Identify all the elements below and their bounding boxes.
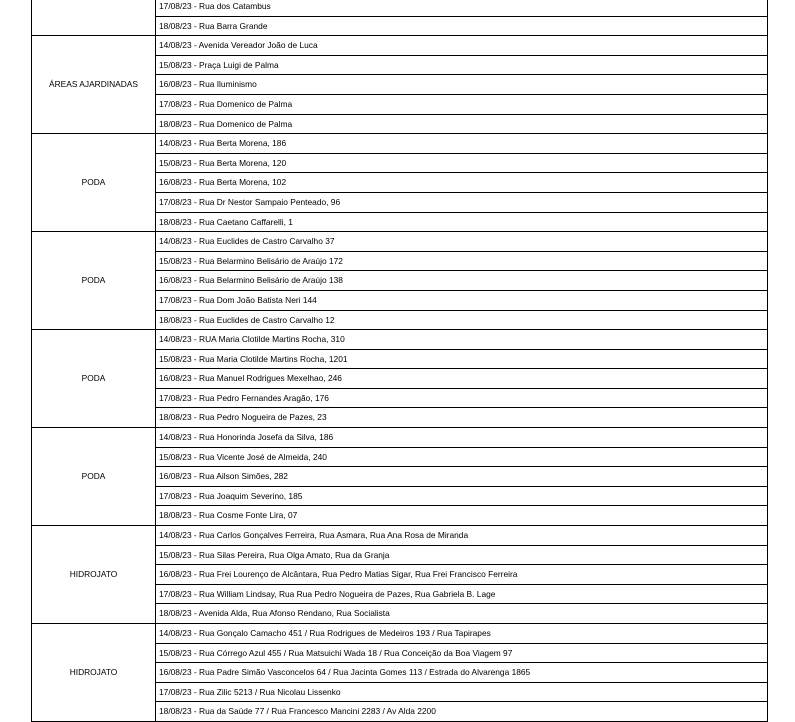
table-row xyxy=(32,428,768,448)
schedule-entry-cell: 14/08/23 - Rua Gonçalo Camacho 451 / Rua Rodrigues de Medeiros 193 / Rua Tapirapes xyxy=(156,624,768,644)
schedule-entry-cell: 17/08/23 - Rua Dom João Batista Neri 144 xyxy=(156,290,768,310)
schedule-entry-cell: 14/08/23 - Rua Carlos Gonçalves Ferreira, Rua Asmara, Rua Ana Rosa de Miranda xyxy=(156,526,768,546)
category-cell: HIDROJATO xyxy=(32,526,156,624)
schedule-entry-cell: 16/08/23 - Rua Berta Morena, 102 xyxy=(156,173,768,193)
table-row xyxy=(32,330,768,350)
category-cell: ÁREAS AJARDINADAS xyxy=(32,36,156,134)
schedule-entry-cell: 18/08/23 - Rua da Saúde 77 / Rua Francesco Mancini 2283 / Av Alda 2200 xyxy=(156,702,768,722)
schedule-entry-cell: 17/08/23 - Rua William Lindsay, Rua Rua Pedro Nogueira de Pazes, Rua Gabriela B. Lage xyxy=(156,584,768,604)
schedule-entry-cell: 16/08/23 - Rua Frei Lourenço de Alcântara, Rua Pedro Matias Sigar, Rua Frei Francisco Ferreira xyxy=(156,565,768,585)
schedule-entry-cell: 15/08/23 - Rua Berta Morena, 120 xyxy=(156,153,768,173)
schedule-entry-cell: 17/08/23 - Rua dos Catambus xyxy=(156,0,768,16)
schedule-entry-cell: 14/08/23 - Rua Honorinda Josefa da Silva, 186 xyxy=(156,428,768,448)
table-row xyxy=(32,134,768,154)
schedule-entry-cell: 18/08/23 - Rua Caetano Caffarelli, 1 xyxy=(156,212,768,232)
table-row xyxy=(32,36,768,56)
schedule-entry-cell: 18/08/23 - Rua Pedro Nogueira de Pazes, 23 xyxy=(156,408,768,428)
schedule-entry-cell: 15/08/23 - Praça Luigi de Palma xyxy=(156,55,768,75)
schedule-entry-cell: 14/08/23 - Rua Berta Morena, 186 xyxy=(156,134,768,154)
schedule-entry-cell: 18/08/23 - Rua Domenico de Palma xyxy=(156,114,768,134)
schedule-entry-cell: 14/08/23 - RUA Maria Clotilde Martins Rocha, 310 xyxy=(156,330,768,350)
schedule-entry-cell: 15/08/23 - Rua Belarmino Belisário de Araújo 172 xyxy=(156,251,768,271)
schedule-entry-cell: 18/08/23 - Rua Barra Grande xyxy=(156,16,768,36)
table-row xyxy=(32,232,768,252)
schedule-entry-cell: 15/08/23 - Rua Silas Pereira, Rua Olga Amato, Rua da Granja xyxy=(156,545,768,565)
category-cell: PODA xyxy=(32,232,156,330)
schedule-entry-cell: 15/08/23 - Rua Vicente José de Almeida, 240 xyxy=(156,447,768,467)
category-cell: PODA xyxy=(32,428,156,526)
schedule-entry-cell: 17/08/23 - Rua Pedro Fernandes Aragão, 176 xyxy=(156,388,768,408)
category-cell: PODA xyxy=(32,134,156,232)
table-row xyxy=(32,0,768,16)
schedule-entry-cell: 17/08/23 - Rua Domenico de Palma xyxy=(156,94,768,114)
schedule-entry-cell: 16/08/23 - Rua Belarmino Belisário de Araújo 138 xyxy=(156,271,768,291)
schedule-entry-cell: 14/08/23 - Avenida Vereador João de Luca xyxy=(156,36,768,56)
schedule-entry-cell: 16/08/23 - Rua Padre Simão Vasconcelos 64 / Rua Jacinta Gomes 113 / Estrada do Alvarenga 1865 xyxy=(156,663,768,683)
schedule-entry-cell: 18/08/23 - Avenida Alda, Rua Afonso Rendano, Rua Socialista xyxy=(156,604,768,624)
table-row xyxy=(32,624,768,644)
schedule-table xyxy=(31,0,768,722)
schedule-entry-cell: 16/08/23 - Rua Iluminismo xyxy=(156,75,768,95)
schedule-entry-cell: 15/08/23 - Rua Maria Clotilde Martins Rocha, 1201 xyxy=(156,349,768,369)
schedule-table-body xyxy=(32,0,768,721)
schedule-entry-cell: 17/08/23 - Rua Zilic 5213 / Rua Nicolau Lissenko xyxy=(156,682,768,702)
schedule-entry-cell: 15/08/23 - Rua Córrego Azul 455 / Rua Matsuichi Wada 18 / Rua Conceição da Boa Viagem 97 xyxy=(156,643,768,663)
schedule-entry-cell: 17/08/23 - Rua Joaquim Severino, 185 xyxy=(156,486,768,506)
category-cell: PODA xyxy=(32,330,156,428)
category-cell: HIDROJATO xyxy=(32,624,156,722)
schedule-entry-cell: 18/08/23 - Rua Cosme Fonte Lira, 07 xyxy=(156,506,768,526)
schedule-entry-cell: 18/08/23 - Rua Euclides de Castro Carvalho 12 xyxy=(156,310,768,330)
table-row xyxy=(32,526,768,546)
schedule-entry-cell: 16/08/23 - Rua Manuel Rodrigues Mexelhao, 246 xyxy=(156,369,768,389)
schedule-entry-cell: 17/08/23 - Rua Dr Nestor Sampaio Penteado, 96 xyxy=(156,192,768,212)
schedule-entry-cell: 14/08/23 - Rua Euclides de Castro Carvalho 37 xyxy=(156,232,768,252)
category-cell xyxy=(32,0,156,36)
schedule-entry-cell: 16/08/23 - Rua Ailson Simões, 282 xyxy=(156,467,768,487)
